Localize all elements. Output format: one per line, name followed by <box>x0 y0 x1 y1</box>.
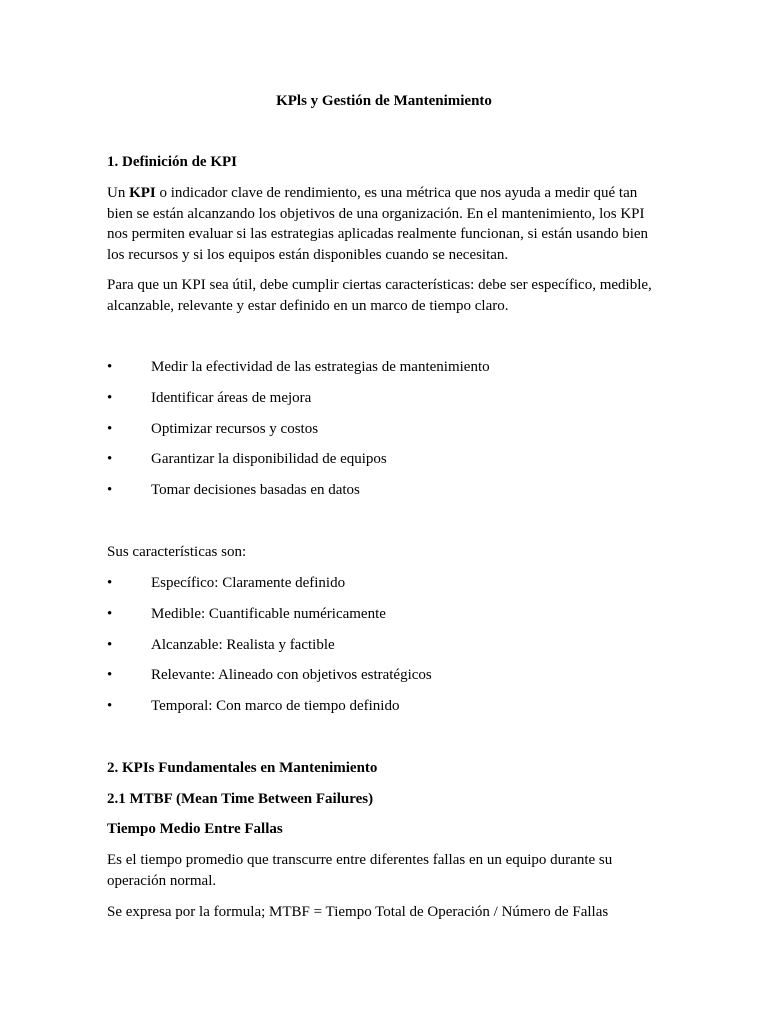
mtbf-formula: Se expresa por la formula; MTBF = Tiempo Total de Operación / Número de Fallas <box>107 904 609 920</box>
list-item-text: Medible: Cuantificable numéricamente <box>151 605 386 622</box>
bullet-icon: • <box>107 575 113 591</box>
list-item-text: Temporal: Con marco de tiempo definido <box>151 698 400 715</box>
mtbf-subheading: 2.1 MTBF (Mean Time Between Failures) <box>107 791 374 807</box>
kpi-purpose-list <box>107 357 667 500</box>
bullet-icon: • <box>107 420 113 437</box>
mtbf-description <box>107 850 667 891</box>
list-item <box>107 665 667 685</box>
kpi-definition-paragraph <box>107 183 667 265</box>
paragraph-line: Para que un KPI sea útil, debe cumplir ciertas características: debe ser específico, medible, <box>107 277 652 293</box>
list-item <box>107 449 667 469</box>
mtbf-title: Tiempo Medio Entre Fallas <box>107 821 283 837</box>
section-1-heading: 1. Definición de KPI <box>107 154 237 170</box>
list-item <box>107 696 667 716</box>
bullet-icon: • <box>107 636 113 653</box>
list-item <box>107 573 667 593</box>
list-item-text: Identificar áreas de mejora <box>151 389 312 406</box>
list-item-text: Optimizar recursos y costos <box>151 420 319 437</box>
characteristics-intro: Sus características son: <box>107 544 247 560</box>
bullet-icon: • <box>107 359 113 375</box>
kpi-bold-term: KPI <box>129 185 156 201</box>
bullet-icon: • <box>107 667 113 684</box>
kpi-characteristics-list <box>107 573 667 716</box>
kpi-requirements-paragraph <box>107 275 667 316</box>
list-item-text: Alcanzable: Realista y factible <box>151 636 335 653</box>
paragraph-line: bien se están alcanzando los objetivos de una organización. En el mantenimiento, los KPI <box>107 205 645 222</box>
text-run: Un <box>107 185 130 201</box>
list-item <box>107 357 667 377</box>
paragraph-line: alcanzable, relevante y estar definido en un marco de tiempo claro. <box>107 297 509 314</box>
list-item-text: Tomar decisiones basadas en datos <box>151 482 360 499</box>
list-item <box>107 635 667 655</box>
list-item-text: Específico: Claramente definido <box>151 575 346 591</box>
list-item-text: Garantizar la disponibilidad de equipos <box>151 451 387 468</box>
text-run: o indicador clave de rendimiento, es una métrica que nos ayuda a medir qué tan <box>155 185 638 201</box>
list-item <box>107 604 667 624</box>
list-item <box>107 480 667 500</box>
bullet-icon: • <box>107 389 113 406</box>
paragraph-line: los recursos y si los equipos están disponibles cuando se necesitan. <box>107 246 509 263</box>
list-item-text: Medir la efectividad de las estrategias de mantenimiento <box>151 359 490 375</box>
paragraph-line: Es el tiempo promedio que transcurre entre diferentes fallas en un equipo durante su <box>107 852 613 868</box>
section-2-heading: 2. KPIs Fundamentales en Mantenimiento <box>107 760 378 776</box>
bullet-icon: • <box>107 605 113 622</box>
paragraph-line: operación normal. <box>107 872 217 889</box>
list-item <box>107 419 667 439</box>
document-title: KPls y Gestión de Mantenimiento <box>276 93 492 109</box>
paragraph-line <box>107 183 667 204</box>
bullet-icon: • <box>107 698 113 715</box>
bullet-icon: • <box>107 482 113 499</box>
list-item-text: Relevante: Alineado con objetivos estratégicos <box>151 667 432 684</box>
paragraph-line: nos permiten evaluar si las estrategias aplicadas realmente funcionan, si están usando bien <box>107 226 649 242</box>
list-item <box>107 388 667 408</box>
bullet-icon: • <box>107 451 113 468</box>
